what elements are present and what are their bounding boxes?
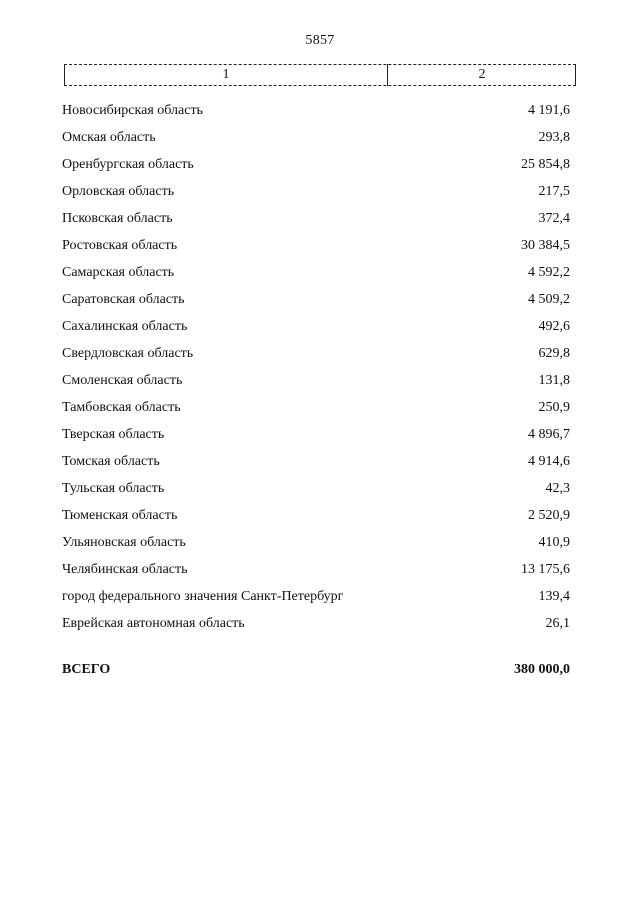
table-row xyxy=(62,367,570,394)
region-name: Ростовская область xyxy=(62,238,178,253)
table-row xyxy=(62,583,570,610)
table-row xyxy=(62,448,570,475)
region-name: Тульская область xyxy=(62,481,165,496)
region-value: 4 592,2 xyxy=(528,265,570,280)
table-row xyxy=(62,97,570,124)
region-value: 4 191,6 xyxy=(528,103,570,118)
region-name: Тверская область xyxy=(62,427,165,442)
total-value: 380 000,0 xyxy=(514,662,570,677)
table-row xyxy=(62,502,570,529)
column-header-2: 2 xyxy=(478,67,486,82)
region-value: 131,8 xyxy=(538,373,570,388)
region-value: 492,6 xyxy=(538,319,570,334)
region-value: 372,4 xyxy=(538,211,570,226)
region-value: 2 520,9 xyxy=(528,508,570,523)
region-name: Сахалинская область xyxy=(62,319,188,334)
region-name: Самарская область xyxy=(62,265,175,280)
region-name: Еврейская автономная область xyxy=(62,616,245,631)
table-row xyxy=(62,205,570,232)
total-label: ВСЕГО xyxy=(62,662,111,677)
region-value: 250,9 xyxy=(538,400,570,415)
region-value: 13 175,6 xyxy=(521,562,570,577)
region-name: Псковская область xyxy=(62,211,173,226)
table-row xyxy=(62,421,570,448)
region-name: Саратовская область xyxy=(62,292,185,307)
table-row xyxy=(62,556,570,583)
region-value: 4 896,7 xyxy=(528,427,570,442)
region-value: 410,9 xyxy=(538,535,570,550)
region-name: Тамбовская область xyxy=(62,400,181,415)
page-number: 5857 xyxy=(305,33,335,48)
region-name: Смоленская область xyxy=(62,373,183,388)
region-name: Орловская область xyxy=(62,184,175,199)
region-name: Омская область xyxy=(62,130,156,145)
table-row xyxy=(62,286,570,313)
table-row xyxy=(62,124,570,151)
region-value: 629,8 xyxy=(538,346,570,361)
region-name: Челябинская область xyxy=(62,562,188,577)
table-row xyxy=(62,232,570,259)
region-value: 30 384,5 xyxy=(521,238,570,253)
table-row xyxy=(62,394,570,421)
region-value: 139,4 xyxy=(538,589,570,604)
table-row xyxy=(62,259,570,286)
region-name: Тюменская область xyxy=(62,508,178,523)
table-row xyxy=(62,340,570,367)
total-row xyxy=(62,659,570,681)
table-row xyxy=(62,610,570,637)
region-name: Ульяновская область xyxy=(62,535,186,550)
column-header-1: 1 xyxy=(222,67,230,82)
region-value: 293,8 xyxy=(538,130,570,145)
table-row xyxy=(62,151,570,178)
table-row xyxy=(62,313,570,340)
region-name: Новосибирская область xyxy=(62,103,203,118)
region-value: 4 914,6 xyxy=(528,454,570,469)
region-value: 25 854,8 xyxy=(521,157,570,172)
region-name: Оренбургская область xyxy=(62,157,194,172)
region-value: 217,5 xyxy=(538,184,570,199)
region-value: 42,3 xyxy=(545,481,570,496)
region-value: 4 509,2 xyxy=(528,292,570,307)
table-row xyxy=(62,475,570,502)
table-row xyxy=(62,529,570,556)
region-name: Свердловская область xyxy=(62,346,194,361)
table-body xyxy=(62,97,570,637)
table-row xyxy=(62,178,570,205)
region-name: город федерального значения Санкт-Петербург xyxy=(62,589,344,604)
table-header xyxy=(64,64,576,86)
region-value: 26,1 xyxy=(545,616,570,631)
region-name: Томская область xyxy=(62,454,160,469)
